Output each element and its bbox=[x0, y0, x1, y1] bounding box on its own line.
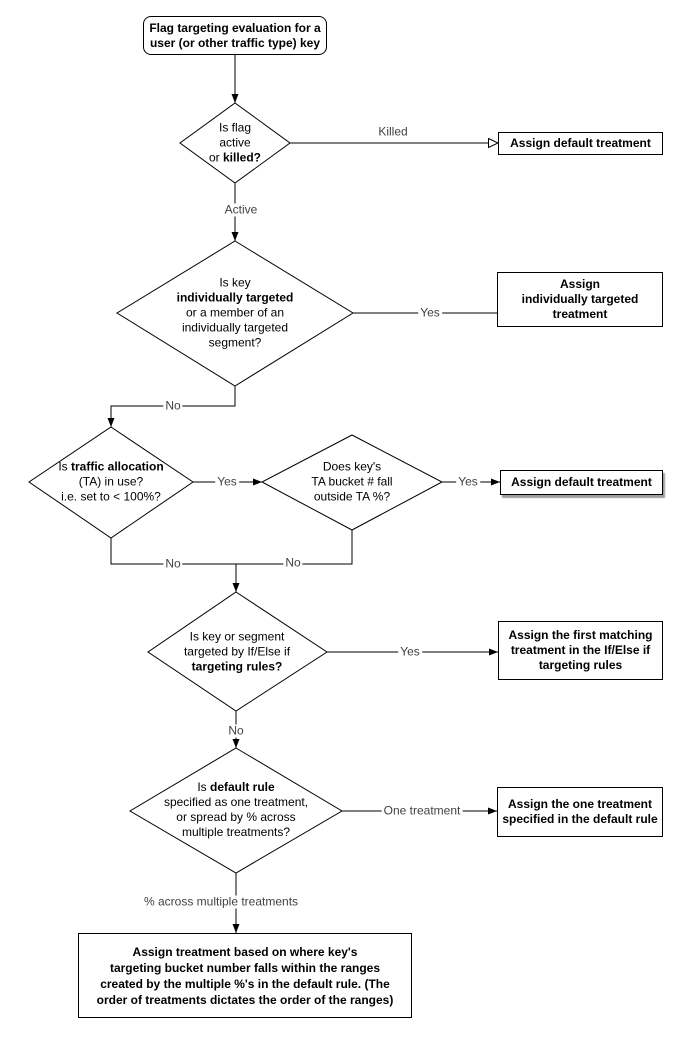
decision-individually-targeted-diamond bbox=[117, 241, 353, 386]
box-assign-first-matching-treatment: Assign the first matching treatment in the If/Else if targeting rules bbox=[498, 621, 663, 680]
decision-traffic-allocation-text: Is traffic allocation (TA) in use? i.e. set to < 100%? bbox=[58, 459, 164, 504]
edge-label-active: Active bbox=[224, 202, 258, 217]
box-assign-treatment-by-ranges: Assign treatment based on where key's targeting bucket number falls within the ranges created by the multiple %'s in the default rule. (The order of treatments dictates the order of the ranges) bbox=[78, 933, 412, 1018]
decision-flag-active-text: Is flag active or killed? bbox=[208, 120, 262, 165]
box-assign-default-treatment-ta: Assign default treatment bbox=[500, 470, 663, 495]
decision-individually-targeted-text: Is key individually targeted or a member of an individually targeted segment? bbox=[176, 275, 294, 350]
edge-label-pct-across: % across multiple treatments bbox=[143, 894, 299, 909]
box-assign-individually-targeted-treatment: Assign individually targeted treatment bbox=[497, 272, 663, 327]
decision-ta-bucket-diamond bbox=[262, 435, 442, 530]
box-assign-one-treatment: Assign the one treatment specified in the default rule bbox=[497, 787, 663, 837]
edge-label-yes-targeting-rules: Yes bbox=[400, 644, 420, 659]
decision-ta-bucket-text: Does key's TA bucket # fall outside TA %? bbox=[311, 459, 393, 504]
decision-traffic-allocation-diamond bbox=[29, 427, 193, 538]
edge-label-one-treatment: One treatment bbox=[383, 803, 461, 818]
edge-label-yes-individually-targeted: Yes bbox=[420, 305, 440, 320]
edge-label-yes-outside-ta: Yes bbox=[458, 474, 478, 489]
edge-label-yes-traffic-allocation: Yes bbox=[217, 474, 237, 489]
edge-label-no-targeting-rules: No bbox=[228, 723, 244, 738]
edge-label-no-individually-targeted: No bbox=[165, 398, 181, 413]
decision-default-rule-diamond bbox=[130, 748, 342, 873]
edge-label-no-traffic-allocation: No bbox=[165, 556, 181, 571]
decision-targeting-rules-text: Is key or segment targeted by If/Else if targeting rules? bbox=[183, 629, 291, 674]
decision-default-rule-text: Is default rule specified as one treatment, or spread by % across multiple treatments? bbox=[163, 780, 309, 839]
start-node: Flag targeting evaluation for a user (or other traffic type) key bbox=[143, 16, 327, 55]
decision-flag-active-diamond bbox=[180, 103, 290, 183]
edge-label-killed: Killed bbox=[378, 124, 408, 139]
decision-targeting-rules-diamond bbox=[148, 592, 327, 711]
box-assign-default-treatment-killed: Assign default treatment bbox=[498, 132, 663, 155]
edge-label-no-outside-ta: No bbox=[285, 555, 301, 570]
